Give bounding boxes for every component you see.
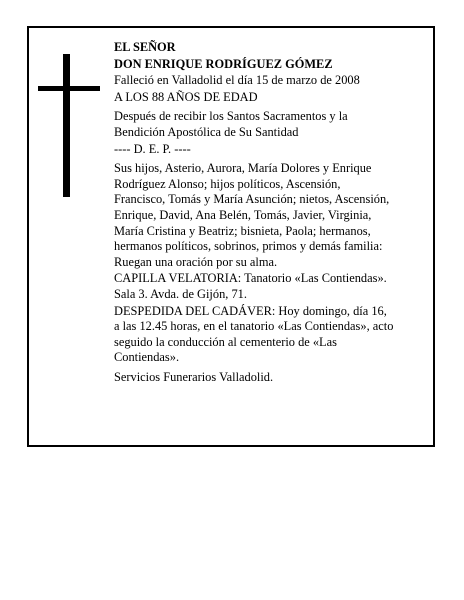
rip-line [114, 142, 425, 158]
family-line: Sus hijos, Asterio, Aurora, María Dolores y Enrique [114, 161, 372, 176]
death-info [114, 73, 425, 89]
deceased-name: DON ENRIQUE RODRÍGUEZ GÓMEZ [114, 56, 333, 71]
age-text: A LOS 88 AÑOS DE EDAD [114, 89, 258, 104]
family-line: hermanos políticos, sobrinos, primos y demás familia: [114, 239, 383, 254]
death-info-text: Falleció en Valladolid el día 15 de marzo de 2008 [114, 73, 360, 88]
farewell-line: a las 12.45 horas, en el tanatorio «Las Contiendas», acto [114, 319, 394, 334]
farewell-line: DESPEDIDA DEL CADÁVER: Hoy domingo, día 16, [114, 303, 387, 318]
sacraments-line: Después de recibir los Santos Sacramentos y la [114, 109, 348, 124]
farewell-line: seguido la conducción al cementerio de «Las [114, 334, 337, 349]
heading-title [114, 40, 425, 56]
family-line: Rodríguez Alonso; hijos políticos, Ascensión, [114, 176, 341, 191]
chapel-paragraph [114, 271, 425, 302]
age-info [114, 90, 425, 106]
obituary-text [114, 40, 425, 385]
family-paragraph [114, 161, 425, 270]
cross-horizontal-bar [38, 86, 100, 91]
chapel-line: Sala 3. Avda. de Gijón, 71. [114, 286, 247, 301]
heading-title-text: EL SEÑOR [114, 40, 176, 54]
chapel-line: CAPILLA VELATORIA: Tanatorio «Las Contiendas». [114, 271, 387, 286]
family-line: Francisco, Tomás y María Asunción; nietos, Ascensión, [114, 192, 390, 207]
family-line: Ruegan una oración por su alma. [114, 254, 278, 269]
family-line: Enrique, David, Ana Belén, Tomás, Javier, Virginia, [114, 207, 372, 222]
rip-text: ---- D. E. P. ---- [114, 141, 191, 156]
sacraments-paragraph [114, 109, 425, 140]
farewell-paragraph [114, 304, 425, 366]
farewell-line: Contiendas». [114, 350, 180, 365]
heading-name [114, 57, 425, 73]
cross-vertical-bar [63, 54, 70, 197]
family-line: María Cristina y Beatriz; bisnieta, Paola; hermanos, [114, 223, 371, 238]
funeral-service-text: Servicios Funerarios Valladolid. [114, 369, 274, 384]
sacraments-line: Bendición Apostólica de Su Santidad [114, 124, 299, 139]
cross-icon [38, 54, 100, 197]
funeral-service [114, 370, 425, 386]
